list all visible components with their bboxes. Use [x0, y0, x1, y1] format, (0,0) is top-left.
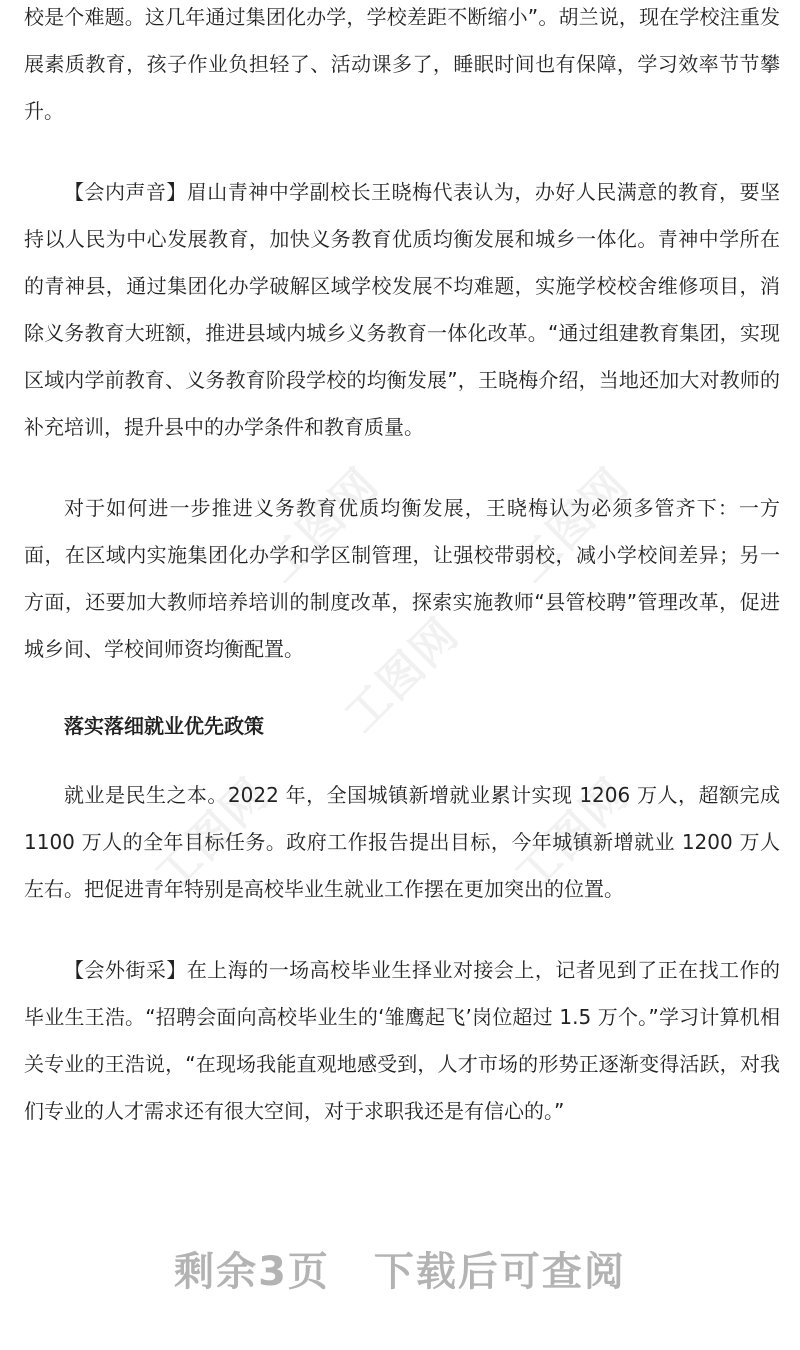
remaining-pages-label[interactable]: 剩余3页	[174, 1249, 330, 1295]
watermark: 工图网	[145, 768, 280, 903]
section-heading: 落实落细就业优先政策	[64, 714, 264, 738]
watermark: 工图网	[335, 608, 470, 743]
paragraph: 就业是民生之本。2022 年，全国城镇新增就业累计实现 1206 万人，超额完成 1100 万人的全年目标任务。政府工作报告提出目标，今年城镇新增就业 1200 万人左右。把促进青年特别是高校毕业生就业工作摆在更加突出的位置。	[24, 783, 780, 901]
article-body	[24, 0, 780, 1135]
paragraph: 【会内声音】眉山青神中学副校长王晓梅代表认为，办好人民满意的教育，要坚持以人民为中心发展教育，加快义务教育优质均衡发展和城乡一体化。青神中学所在的青神县，通过集团化办学破解区域学校发展不均难题，实施学校校舍维修项目，消除义务教育大班额，推进县域内城乡义务教育一体化改革。“通过组建教育集团，实现区域内学前教育、义务教育阶段学校的均衡发展”，王晓梅介绍，当地还加大对教师的补充培训，提升县中的办学条件和教育质量。	[24, 180, 780, 439]
watermark: 工图网	[255, 458, 390, 593]
paragraph: 【会外街采】在上海的一场高校毕业生择业对接会上，记者见到了正在找工作的毕业生王浩。“招聘会面向高校毕业生的‘雏鹰起飞’岗位超过 1.5 万个。”学习计算机相关专业的王浩说，“在现场我能直观地感受到，人才市场的形势正逐渐变得活跃，对我们专业的人才需求还有很大空间，对于求职我还是有信心的。”	[24, 958, 780, 1123]
watermark: 工图网	[505, 458, 640, 593]
watermark: 工图网	[505, 768, 640, 903]
download-prompt[interactable]	[0, 1240, 800, 1297]
download-to-view-label[interactable]: 下载后可查阅	[373, 1249, 626, 1295]
paragraph: 对于如何进一步推进义务教育优质均衡发展，王晓梅认为必须多管齐下：一方面，在区域内实施集团化办学和学区制管理，让强校带弱校，减小学校间差异；另一方面，还要加大教师培养培训的制度改革，探索实施教师“县管校聘”管理改革，促进城乡间、学校间师资均衡配置。	[24, 496, 780, 661]
paragraph: 校是个难题。这几年通过集团化办学，学校差距不断缩小”。胡兰说，现在学校注重发展素质教育，孩子作业负担轻了、活动课多了，睡眠时间也有保障，学习效率节节攀升。	[24, 5, 780, 123]
